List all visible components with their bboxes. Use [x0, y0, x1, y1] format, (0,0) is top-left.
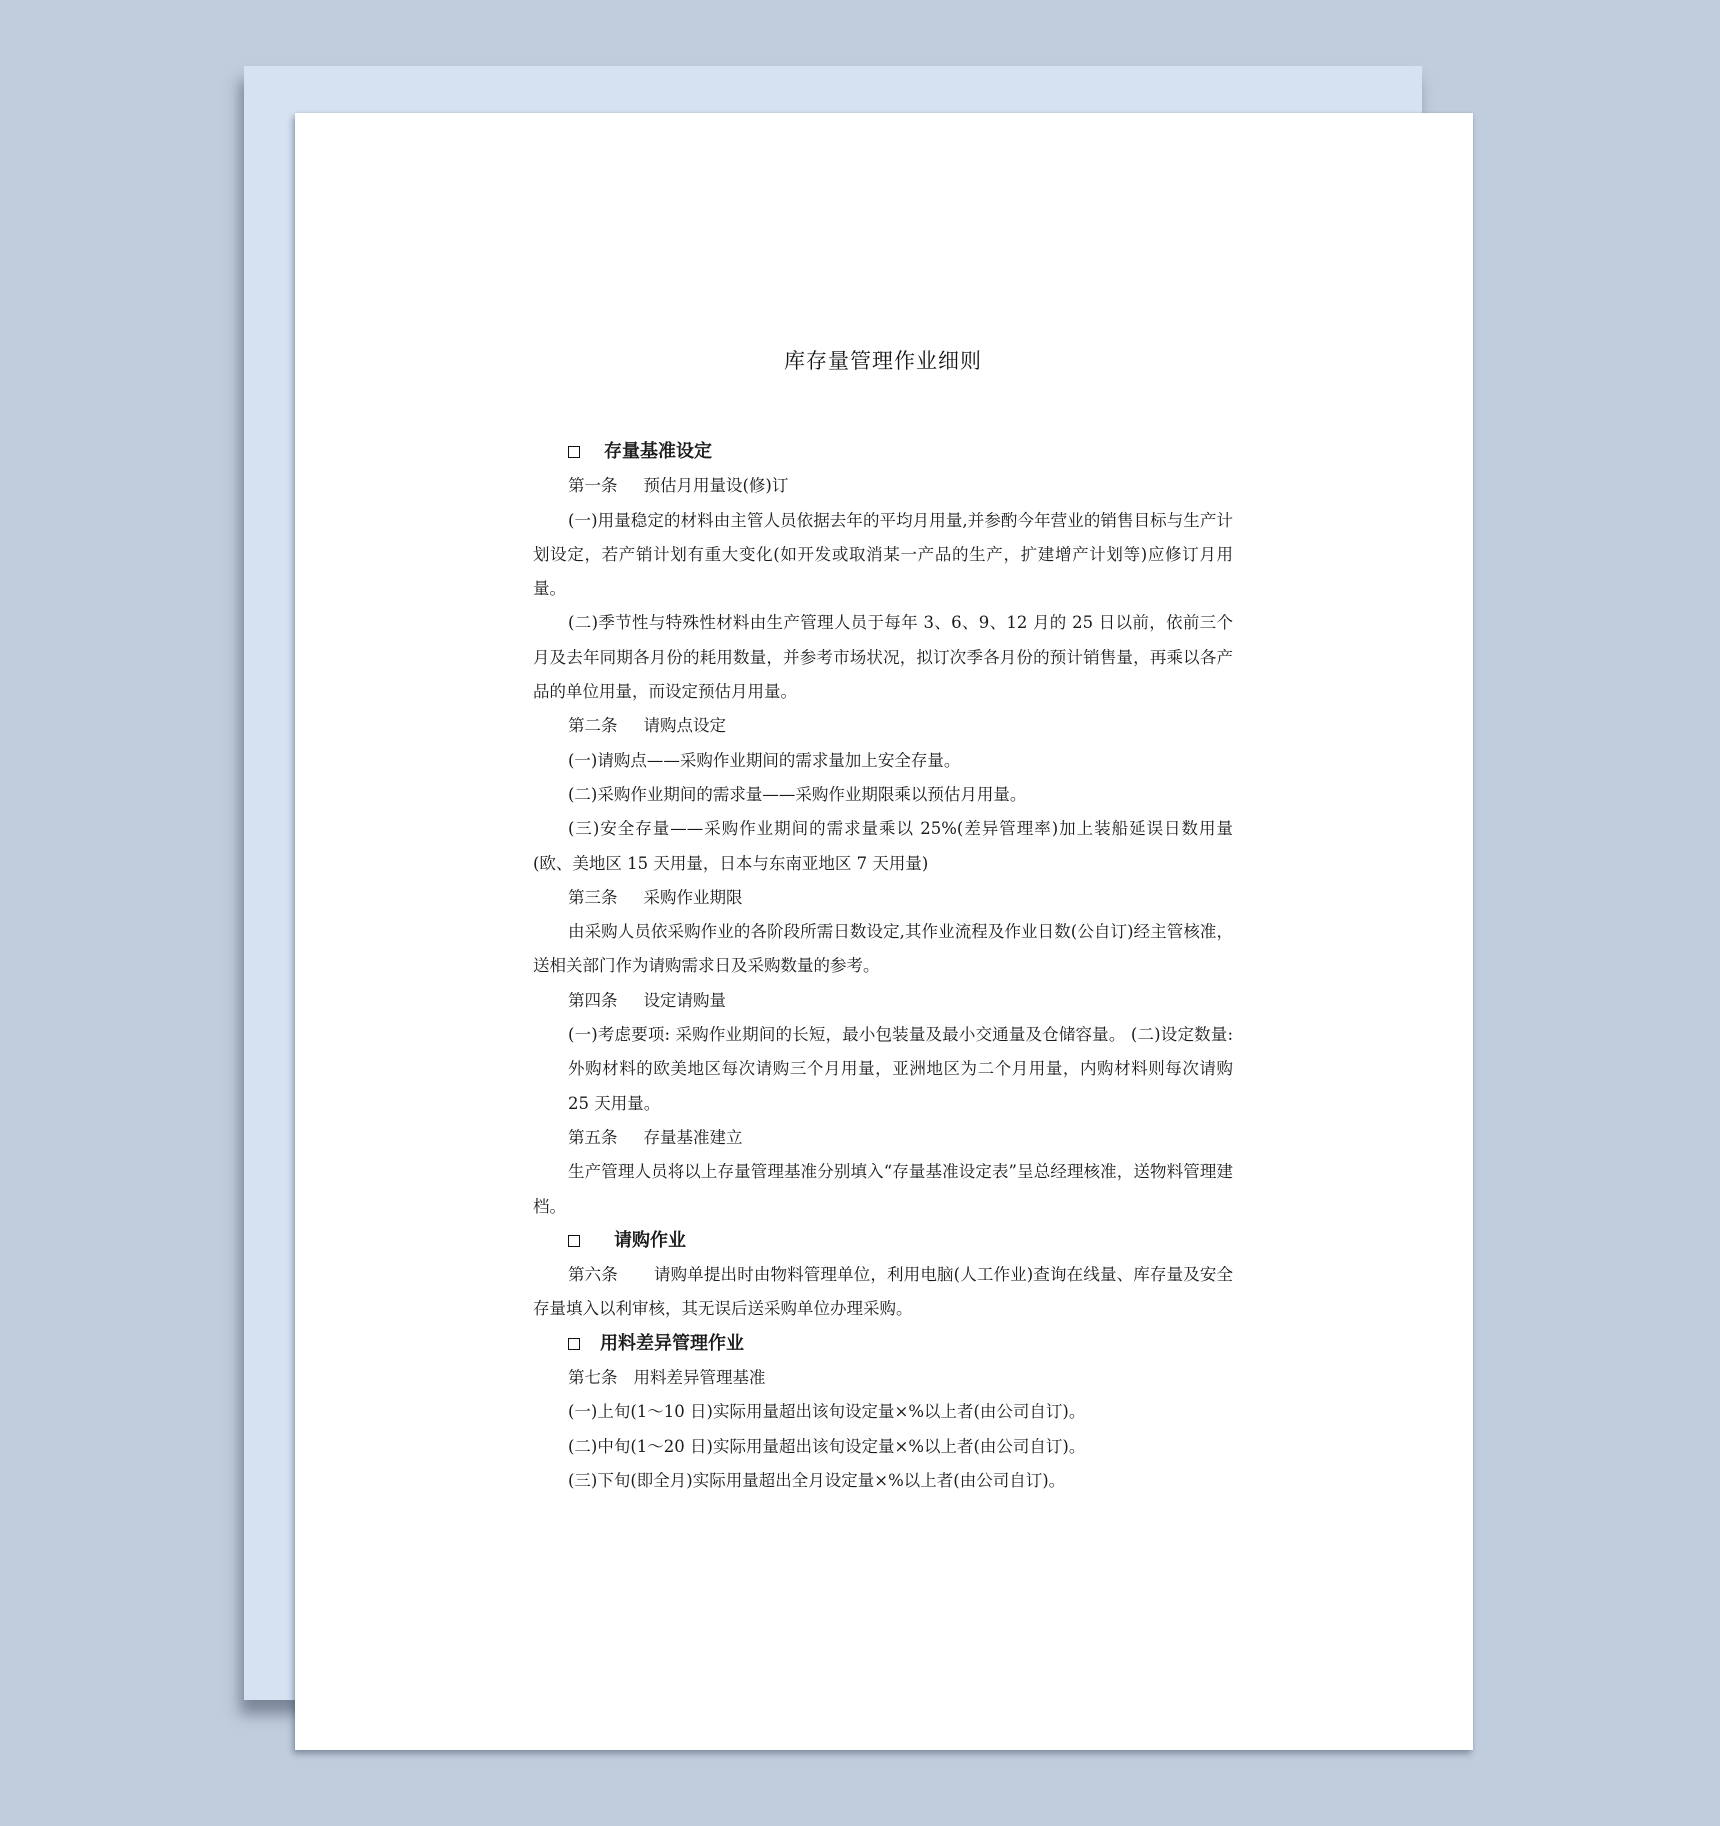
article-number: 第五条 [568, 1127, 618, 1147]
article-title: 设定请购量 [643, 990, 726, 1010]
checkbox-square-icon [568, 1235, 580, 1247]
article-heading [533, 881, 1233, 915]
article-title: 请购点设定 [643, 716, 726, 736]
article-title: 采购作业期限 [643, 887, 743, 907]
paragraph: (三)安全存量——采购作业期间的需求量乘以 25%(差异管理率)加上装船延误日数用量(欧、美地区 15 天用量，日本与东南亚地区 7 天用量) [533, 819, 1233, 873]
paragraph: (一)考虑要项: 采购作业期间的长短，最小包装量及最小交通量及仓储容量。 (二)设定数量: 外购材料的欧美地区每次请购三个月用量，亚洲地区为二个月用量，内购材料则每次请购 25 天用量。 [568, 1025, 1233, 1113]
article-title: 请购单提出时由物料管理单位，利用电脑(人工作业)查询在线量、库存量及安全存量填入以利审核，其无误后送采购单位办理采购。 [533, 1265, 1234, 1319]
section-heading [533, 435, 1233, 469]
section-heading-text: 用料差异管理作业 [600, 1332, 744, 1354]
section-heading-text: 请购作业 [614, 1229, 686, 1251]
paragraph: (一)用量稳定的材料由主管人员依据去年的平均月用量,并参酌今年营业的销售目标与生产计划设定，若产销计划有重大变化(如开发或取消某一产品的生产，扩建增产计划等)应修订月用量。 [533, 510, 1233, 599]
article-number: 第七条 [568, 1368, 618, 1388]
article-number: 第二条 [568, 716, 618, 736]
paragraph: (一)请购点——采购作业期间的需求量加上安全存量。 [568, 750, 961, 770]
article-number: 第四条 [568, 990, 618, 1010]
article-heading [533, 709, 1233, 743]
article-title: 存量基准建立 [643, 1127, 743, 1147]
article-number: 第一条 [568, 476, 618, 496]
paragraph: (二)中旬(1～20 日)实际用量超出该旬设定量×%以上者(由公司自订)。 [568, 1436, 1086, 1456]
article-paragraph [533, 1258, 1233, 1327]
article-title: 用料差异管理基准 [633, 1368, 766, 1388]
paragraph: (三)下旬(即全月)实际用量超出全月设定量×%以上者(由公司自订)。 [568, 1470, 1066, 1490]
paragraph: (二)季节性与特殊性材料由生产管理人员于每年 3、6、9、12 月的 25 日以前，依前三个月及去年同期各月份的耗用数量，并参考市场状况，拟订次季各月份的预计销售量，再乘以各产品的单位用量，而设定预估月用量。 [533, 613, 1233, 702]
document-body [533, 435, 1233, 1498]
article-title: 预估月用量设(修)订 [643, 476, 789, 496]
article-number: 第六条 [568, 1265, 618, 1285]
article-heading [533, 1361, 1233, 1395]
document-page [295, 113, 1473, 1750]
document-title: 库存量管理作业细则 [784, 349, 982, 373]
article-heading [533, 1121, 1233, 1155]
checkbox-square-icon [568, 1338, 580, 1350]
checkbox-square-icon [568, 446, 580, 458]
section-heading-text: 存量基准设定 [604, 441, 712, 462]
paragraph: 生产管理人员将以上存量管理基准分别填入“存量基准设定表”呈总经理核准，送物料管理建档。 [533, 1162, 1233, 1216]
section-heading [533, 1327, 1233, 1361]
paragraph: 由采购人员依采购作业的各阶段所需日数设定,其作业流程及作业日数(公自订)经主管核准，送相关部门作为请购需求日及采购数量的参考。 [533, 922, 1233, 976]
article-heading [533, 469, 1233, 503]
section-heading [533, 1224, 1233, 1258]
paragraph: (二)采购作业期间的需求量——采购作业期限乘以预估月用量。 [568, 784, 1027, 804]
paragraph: (一)上旬(1～10 日)实际用量超出该旬设定量×%以上者(由公司自订)。 [568, 1402, 1086, 1422]
article-number: 第三条 [568, 887, 618, 907]
article-heading [533, 984, 1233, 1018]
